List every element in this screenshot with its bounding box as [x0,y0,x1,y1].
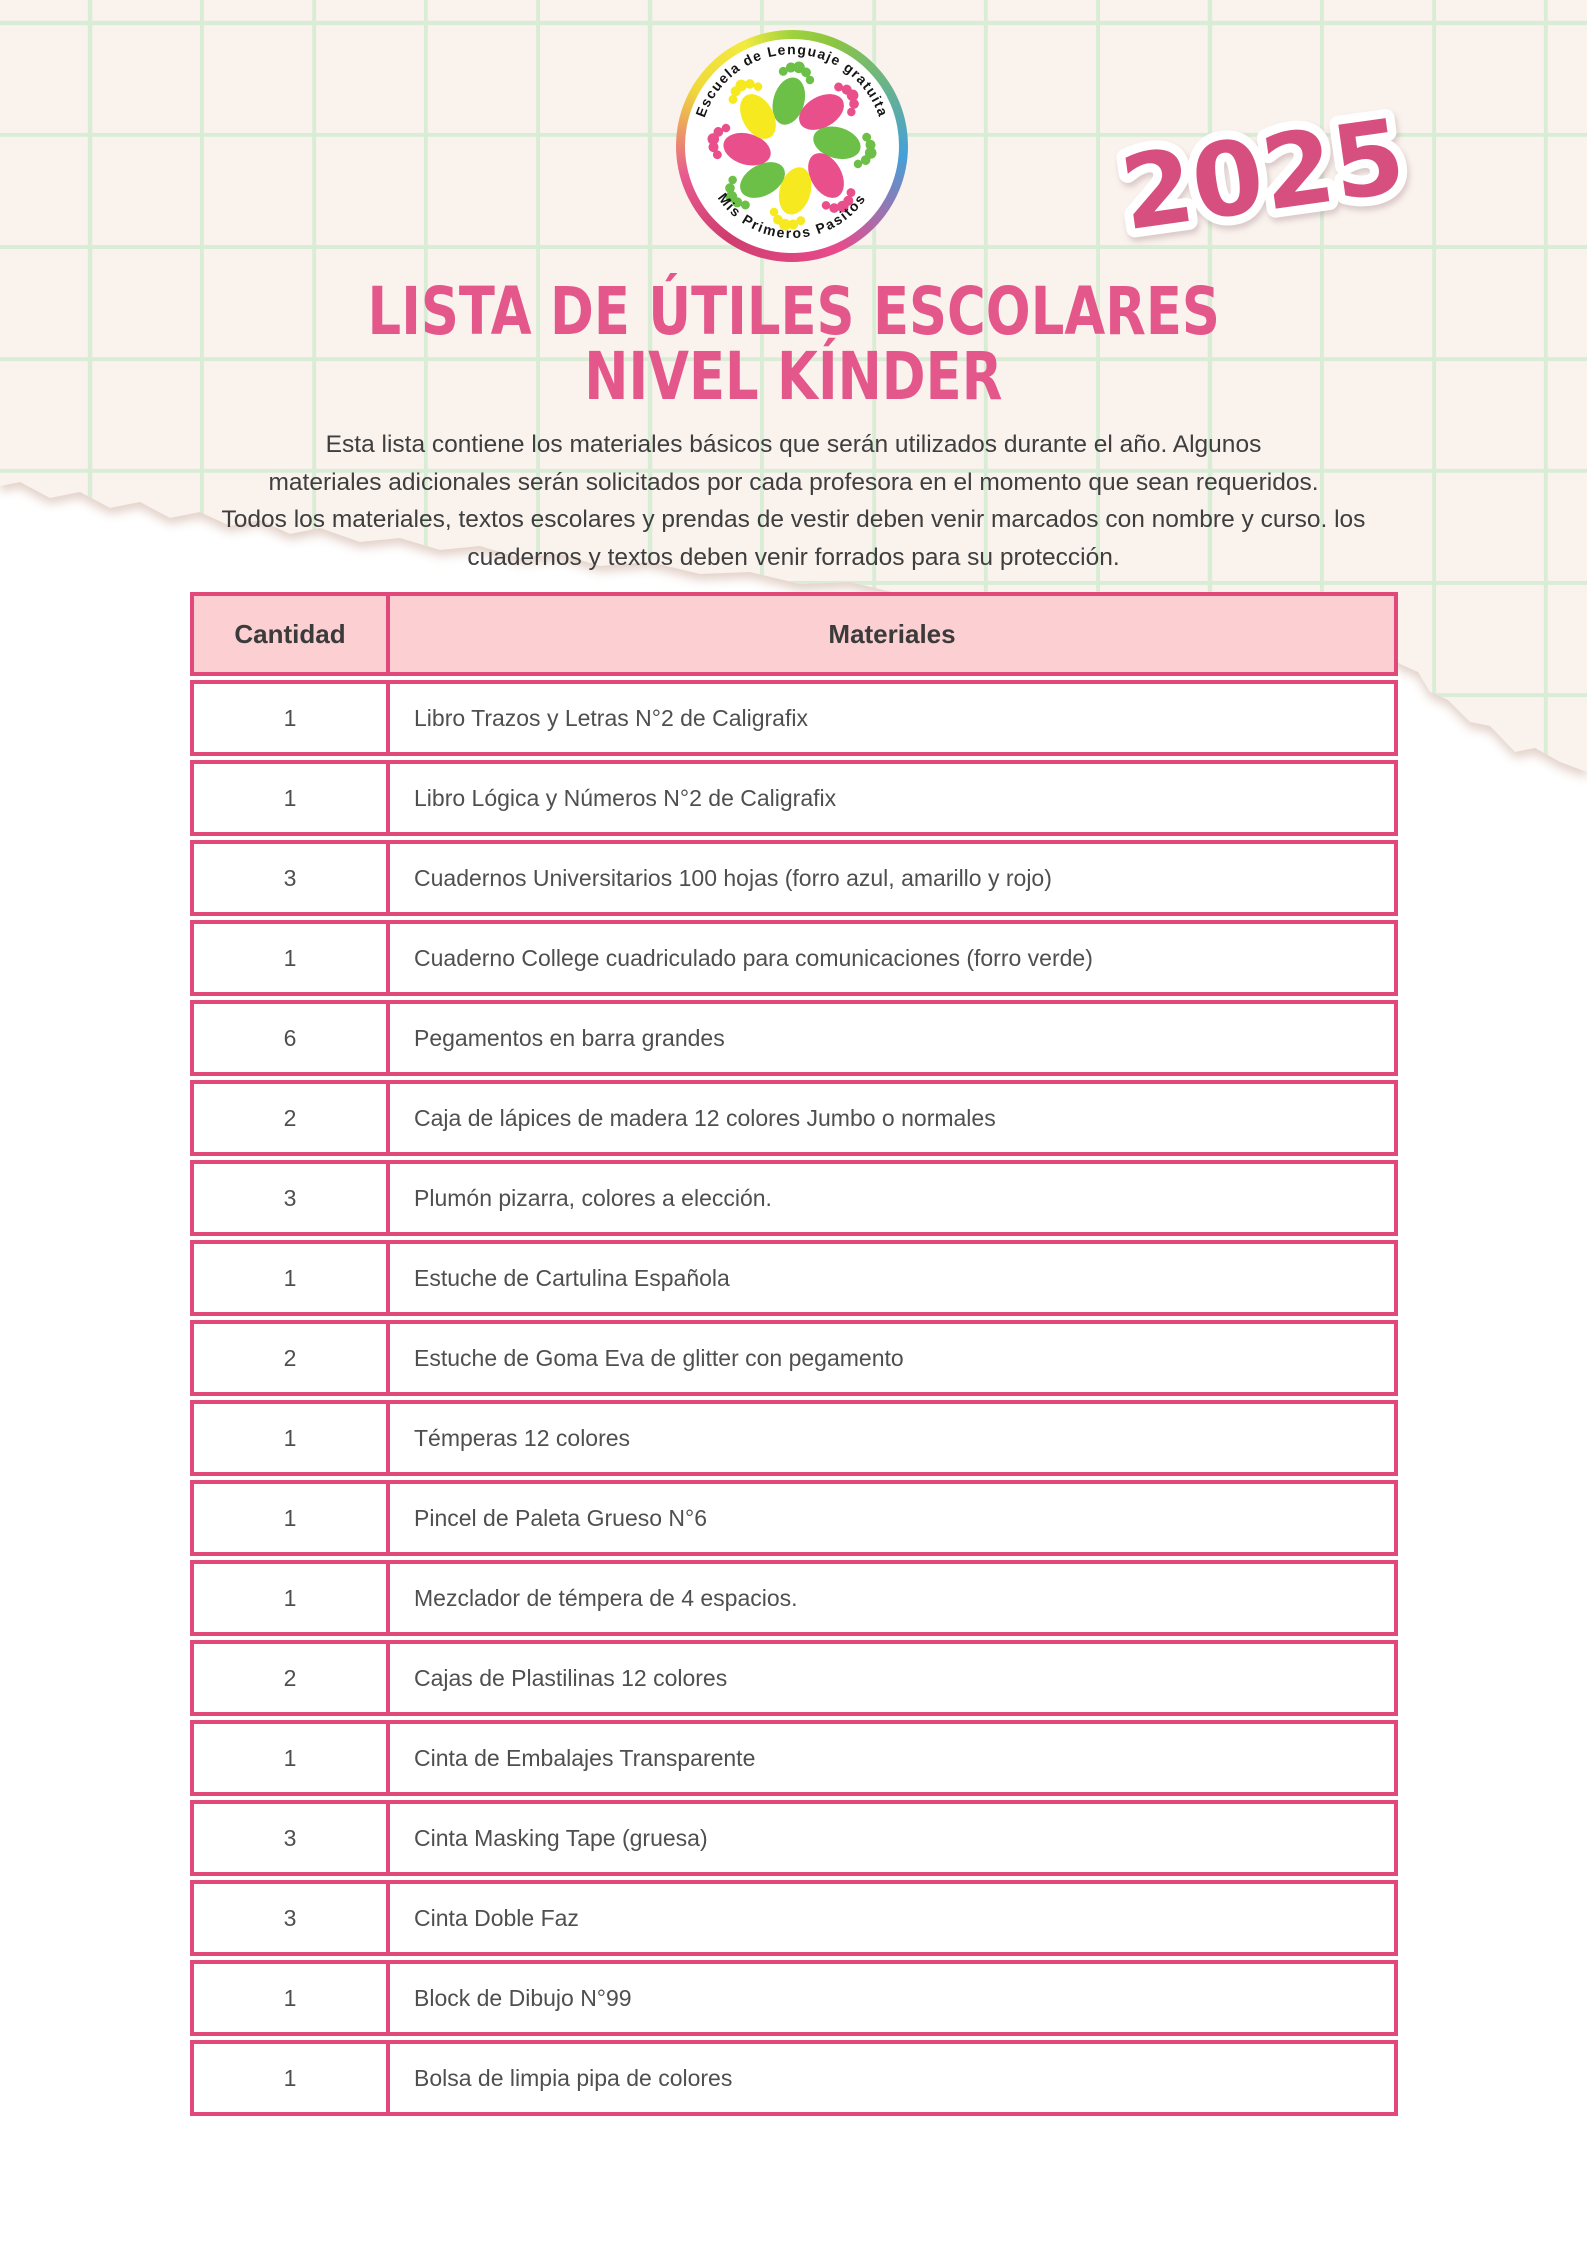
cantidad-cell: 1 [190,1240,390,1316]
material-cell: Cuaderno College cuadriculado para comunicaciones (forro verde) [386,920,1398,996]
intro-paragraph [0,426,1587,576]
table-row [190,1320,1398,1396]
intro-line: cuadernos y textos deben venir forrados para su protección. [467,543,1120,571]
table-row [190,1880,1398,1956]
material-cell: Caja de lápices de madera 12 colores Jumbo o normales [386,1080,1398,1156]
table-row [190,1640,1398,1716]
cantidad-cell: 1 [190,1720,390,1796]
table-row [190,1800,1398,1876]
cantidad-cell: 1 [190,920,390,996]
material-cell: Libro Lógica y Números N°2 de Caligrafix [386,760,1398,836]
material-cell: Bolsa de limpia pipa de colores [386,2040,1398,2116]
table-row [190,1400,1398,1476]
table-body [190,680,1398,2116]
material-cell: Block de Dibujo N°99 [386,1960,1398,2036]
cantidad-cell: 1 [190,1560,390,1636]
title-line-1: LISTA DE ÚTILES ESCOLARES [367,273,1220,350]
cantidad-cell: 1 [190,1400,390,1476]
material-cell: Mezclador de témpera de 4 espacios. [386,1560,1398,1636]
cantidad-cell: 6 [190,1000,390,1076]
table-row [190,1720,1398,1796]
material-cell: Cinta Doble Faz [386,1880,1398,1956]
logo-text-top: Escuela de Lenguaje gratuita [692,41,892,120]
cantidad-cell: 1 [190,1480,390,1556]
title-line-2: NIVEL KÍNDER [584,338,1003,415]
table-row [190,840,1398,916]
cantidad-cell: 3 [190,1880,390,1956]
cantidad-cell: 2 [190,1320,390,1396]
table-row [190,1480,1398,1556]
table-row [190,1560,1398,1636]
logo-text-bottom: Mis Primeros Pasitos [714,189,870,242]
table-row [190,1240,1398,1316]
header-cantidad: Cantidad [190,592,390,676]
table-row [190,1160,1398,1236]
cantidad-cell: 1 [190,680,390,756]
material-cell: Cajas de Plastilinas 12 colores [386,1640,1398,1716]
cantidad-cell: 3 [190,1800,390,1876]
cantidad-cell: 2 [190,1640,390,1716]
intro-line: Todos los materiales, textos escolares y prendas de vestir deben venir marcados con nombre y curso. los [221,506,1366,533]
table-row [190,680,1398,756]
footprints-logo-icon [676,30,908,262]
table-row [190,1960,1398,2036]
material-cell: Pegamentos en barra grandes [386,1000,1398,1076]
cantidad-cell: 1 [190,1960,390,2036]
cantidad-cell: 2 [190,1080,390,1156]
cantidad-cell: 1 [190,760,390,836]
table-row [190,1000,1398,1076]
material-cell: Pincel de Paleta Grueso N°6 [386,1480,1398,1556]
intro-line: Esta lista contiene los materiales básicos que serán utilizados durante el año. Algunos [325,431,1262,458]
cantidad-cell: 1 [190,2040,390,2116]
materials-table [190,592,1398,2120]
header-materiales: Materiales [386,592,1398,676]
material-cell: Plumón pizarra, colores a elección. [386,1160,1398,1236]
material-cell: Cuadernos Universitarios 100 hojas (forro azul, amarillo y rojo) [386,840,1398,916]
table-row [190,1080,1398,1156]
table-row [190,2040,1398,2116]
year-text: 2025 [1114,96,1412,255]
cantidad-cell: 3 [190,1160,390,1236]
material-cell: Cinta Masking Tape (gruesa) [386,1800,1398,1876]
material-cell: Estuche de Goma Eva de glitter con pegamento [386,1320,1398,1396]
material-cell: Estuche de Cartulina Española [386,1240,1398,1316]
table-row [190,920,1398,996]
material-cell: Cinta de Embalajes Transparente [386,1720,1398,1796]
table-header-row [190,592,1398,676]
school-logo [676,30,908,262]
year-sticker [1085,70,1445,280]
page-title [0,273,1587,415]
material-cell: Libro Trazos y Letras N°2 de Caligrafix [386,680,1398,756]
cantidad-cell: 3 [190,840,390,916]
intro-line: materiales adicionales serán solicitados por cada profesora en el momento que sean requeridos. [268,468,1319,496]
table-row [190,760,1398,836]
material-cell: Témperas 12 colores [386,1400,1398,1476]
